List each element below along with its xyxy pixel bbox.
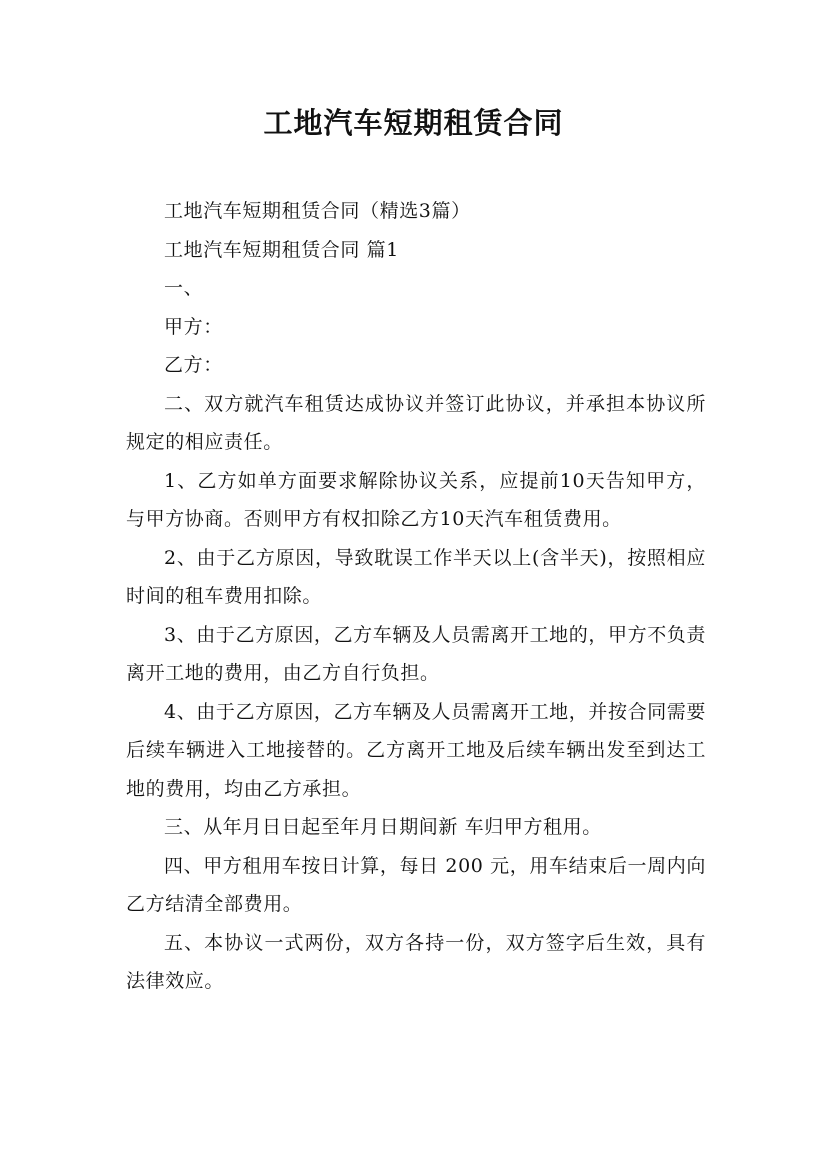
paragraph-party-b: 乙方： [164, 354, 223, 376]
document-title: 工地汽车短期租赁合同 [263, 106, 564, 140]
paragraph-clause-2: 2、由于乙方原因，导致耽误工作半天以上(含半天)，按照相应时间的租车费用扣除。 [126, 546, 706, 607]
paragraph-clause-3: 3、由于乙方原因，乙方车辆及人员需离开工地的，甲方不负责离开工地的费用，由乙方自行负担。 [126, 623, 706, 684]
paragraph-section-heading: 工地汽车短期租赁合同 篇1 [164, 238, 399, 261]
paragraph-part-two: 二、双方就汽车租赁达成协议并签订此协议，并承担本协议所规定的相应责任。 [126, 392, 706, 453]
paragraph-part-five: 五、本协议一式两份，双方各持一份，双方签字后生效，具有法律效应。 [126, 931, 706, 992]
paragraph-subtitle: 工地汽车短期租赁合同（精选3篇） [164, 200, 471, 222]
paragraph-part-three: 三、从年月日日起至年月日期间新 车归甲方租用。 [164, 816, 602, 838]
paragraph-clause-1: 1、乙方如单方面要求解除协议关系，应提前10天告知甲方，与甲方协商。否则甲方有权扣除乙方10天汽车租赁费用。 [126, 469, 706, 530]
paragraph-clause-4: 4、由于乙方原因，乙方车辆及人员需离开工地，并按合同需要后续车辆进入工地接替的。乙方离开工地及后续车辆出发至到达工地的费用，均由乙方承担。 [126, 700, 706, 800]
paragraph-part-four: 四、甲方租用车按日计算，每日 200 元，用车结束后一周内向乙方结清全部费用。 [126, 854, 706, 915]
paragraph-party-a: 甲方： [164, 315, 223, 338]
paragraph-part-one: 一、 [164, 277, 204, 299]
document-body [126, 192, 706, 1001]
